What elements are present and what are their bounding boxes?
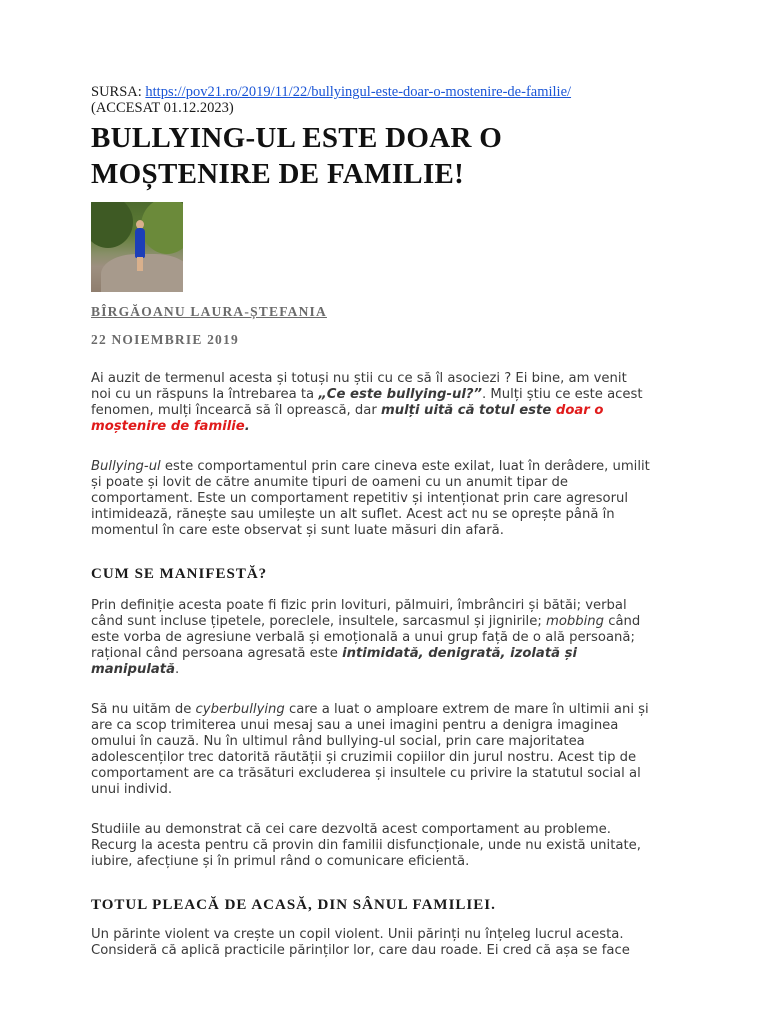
paragraph-studies: Studiile au demonstrat că cei care dezvoltă acest comportament au probleme. Recurg la acesta pentru că provin din familii disfuncționale, unde nu există unitate, iubire, afecțiune și în primul rând o comunicare eficientă. bbox=[91, 822, 641, 869]
text: . Mulți știu ce este acest fenomen, mulți încearcă să îl oprească, dar bbox=[91, 387, 643, 418]
section-heading: CUM SE MANIFESTĂ? bbox=[91, 566, 268, 582]
paragraph-cyberbullying bbox=[91, 702, 651, 798]
source-label: SURSA: bbox=[91, 84, 142, 100]
highlight-red: doar o moștenire de familie bbox=[91, 403, 604, 434]
text: este comportamentul prin care cineva este exilat, luat în derâdere, umilit și poate și lovit de către anumite tipuri de oameni cu un anumit tipar de comportament. Este un comportament repetitiv și intenționat prin care agresorul intimidează, rănește sau umilește un alt suflet. Acest act nu se oprește până în momentul în care este observat și sunt luate măsuri din afară. bbox=[91, 459, 650, 538]
document-page bbox=[91, 84, 651, 959]
emphasis: intimidată, denigrată, izolată și manipulată bbox=[91, 646, 577, 677]
term-italic: Bullying-ul bbox=[91, 459, 161, 474]
emphasis: mulți uită că totul este bbox=[380, 403, 556, 418]
accessed-date: (ACCESAT 01.12.2023) bbox=[91, 100, 234, 116]
paragraph-intro bbox=[91, 371, 651, 435]
text: când este vorba de agresiune verbală și emoțională a unui grup față de o ală persoană; rațional când persoana agresată este bbox=[91, 614, 641, 661]
publish-date: 22 NOIEMBRIE 2019 bbox=[91, 332, 239, 347]
paragraph-definition bbox=[91, 459, 651, 539]
article-title: BULLYING-UL ESTE DOAR O MOȘTENIRE DE FAMILIE! bbox=[91, 122, 503, 190]
term-italic: mobbing bbox=[545, 614, 605, 629]
text: . bbox=[175, 662, 180, 677]
source-link[interactable]: https://pov21.ro/2019/11/22/bullyingul-este-doar-o-mostenire-de-familie/ bbox=[145, 84, 572, 100]
text: Ai auzit de termenul acesta și totuși nu știi cu ce să îl asociezi ? Ei bine, am venit noi cu un răspuns la întrebarea ta bbox=[91, 371, 627, 402]
term-italic: cyberbullying bbox=[195, 702, 285, 717]
question-emphasis: „Ce este bullying-ul?” bbox=[318, 387, 482, 402]
text: Să nu uităm de bbox=[91, 702, 196, 717]
text: Prin definiție acesta poate fi fizic prin lovituri, pălmuiri, îmbrânciri și bătăi; verbal când sunt incluse țipetele, poreclele, insultele, sarcasmul și jignirile; bbox=[91, 598, 627, 629]
author-link[interactable]: BÎRGĂOANU LAURA-ȘTEFANIA bbox=[91, 304, 327, 319]
paragraph-family: Un părinte violent va crește un copil violent. Unii părinți nu înțeleg lucrul acesta. Consideră că aplică practicile părinților lor, care dau roade. Ei cred că așa se face bbox=[91, 927, 630, 958]
author-photo bbox=[91, 202, 183, 292]
text: care a luat o amploare extrem de mare în ultimii ani și are ca scop trimiterea unui mesaj sau a unei imagini pentru a denigra imaginea omului în cauză. Nu în ultimul rând bullying-ul social, prin care majoritatea adolescenților trec datorită răutății și cruzimii copiilor din jurul nostru. Acest tip de comportament are ca trăsături excluderea și insultele cu privire la statutul social al unui individ. bbox=[91, 702, 649, 797]
text: . bbox=[244, 419, 250, 434]
source-line bbox=[91, 84, 651, 116]
paragraph-forms bbox=[91, 598, 651, 678]
section-heading: TOTUL PLEACĂ DE ACASĂ, DIN SÂNUL FAMILIEI. bbox=[91, 897, 496, 913]
